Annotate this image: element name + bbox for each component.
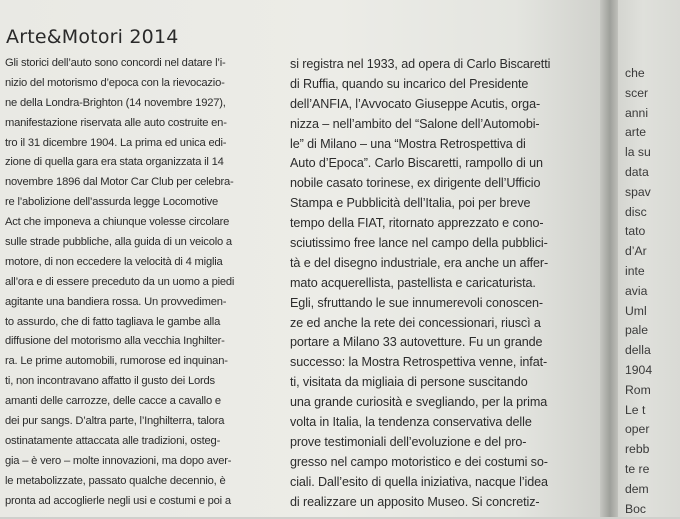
text-line: te re xyxy=(625,461,650,476)
text-line: successo: la Mostra Retrospettiva venne, infat- xyxy=(290,355,548,370)
text-line: ra. Le prime automobili, rumorose ed inquinan- xyxy=(5,355,228,368)
text-line: dei pur sangs. D’altra parte, l’Inghilterra, talora xyxy=(5,415,225,428)
text-line: anni xyxy=(625,105,649,120)
text-line: ne della Londra-Brighton (14 novembre 1927), xyxy=(5,96,226,109)
text-line: Gli storici dell’auto sono concordi nel datare l’i- xyxy=(5,57,226,69)
text-line: una grande curiosità e svegliando, per la prima xyxy=(290,395,548,410)
text-line: nizio del motorismo d’epoca con la rievocazio- xyxy=(5,76,225,89)
text-line: ti, non incontravano affatto il gusto dei Lords xyxy=(5,375,215,388)
text-line: spav xyxy=(625,184,651,199)
page-title: Arte&Motori 2014 xyxy=(6,26,179,48)
text-line: Auto d’Epoca”. Carlo Biscaretti, rampollo di un xyxy=(290,156,543,171)
text-line: Egli, sfruttando le sue innumerevoli conoscen- xyxy=(290,295,544,310)
text-line: dem xyxy=(625,481,649,496)
text-line: Le t xyxy=(625,402,646,417)
text-line: to assurdo, che di fatto tagliava le gambe alla xyxy=(5,315,221,328)
text-line: zione di quella gara era stata organizzata il 14 xyxy=(5,156,224,169)
text-line: nobile casato torinese, ex dirigente dell’Ufficio xyxy=(290,176,541,191)
text-line: ti, visitata da migliaia di persone suscitando xyxy=(290,375,528,390)
text-line: tà e del disegno industriale, era anche un affer- xyxy=(290,255,549,270)
text-line: tro il 31 dicembre 1904. La prima ed unica edi- xyxy=(5,136,227,149)
text-line: manifestazione riservata alle auto costruite en- xyxy=(5,116,227,129)
text-column-1 xyxy=(5,54,234,511)
text-line: le” di Milano – una “Mostra Retrospettiva di xyxy=(290,136,526,151)
text-line: Stampa e Pubblicità dell’Italia, poi per breve xyxy=(290,196,531,211)
text-line: mato acquerellista, pastellista e caricaturista. xyxy=(290,275,536,290)
text-line: d’Ar xyxy=(625,244,647,259)
text-line: le metabolizzate, passato qualche decennio, è xyxy=(5,474,226,487)
text-line: avia xyxy=(625,283,648,298)
text-line: novembre 1896 dal Motor Car Club per celebra- xyxy=(5,176,234,189)
text-line: tempo della FIAT, ritornato apprezzato e cono- xyxy=(290,216,544,231)
text-line: sciutissimo free lance nel campo della pubblici- xyxy=(290,236,548,251)
text-line: ze ed anche la rete dei concessionari, riuscì a xyxy=(290,315,541,330)
text-line: della xyxy=(625,343,651,358)
text-line: rebb xyxy=(625,442,650,457)
text-line: la su xyxy=(625,145,651,160)
text-line: di realizzare un apposito Museo. Si concretiz- xyxy=(290,494,540,509)
text-line: data xyxy=(625,164,649,179)
text-column-2 xyxy=(290,55,550,512)
text-line: prove testimoniali dell’evoluzione e del pro- xyxy=(290,434,527,449)
text-line: disc xyxy=(625,204,647,219)
text-line: 1904 xyxy=(625,362,653,377)
text-line: Act che imponeva a chiunque volesse circolare xyxy=(5,216,230,229)
text-line: gia – è vero – molte innovazioni, ma dopo aver- xyxy=(5,454,232,467)
text-line: portare a Milano 33 autovetture. Fu un grande xyxy=(290,335,543,350)
text-line: all’ora e di essere preceduto da un uomo a piedi xyxy=(5,275,235,288)
text-line: pronta ad accoglierle negli usi e costumi e poi a xyxy=(5,494,231,507)
text-line: scer xyxy=(625,85,649,100)
text-line: pale xyxy=(625,323,649,338)
text-line: oper xyxy=(625,422,650,437)
text-line: si registra nel 1933, ad opera di Carlo Biscaretti xyxy=(290,57,551,71)
text-line: re l’abolizione dell’assurda legge Locomotive xyxy=(5,196,219,209)
text-line: Rom xyxy=(625,382,651,397)
text-line: dell’ANFIA, l’Avvocato Giuseppe Acutis, orga- xyxy=(290,96,541,111)
text-line: arte xyxy=(625,125,647,140)
text-line: tato xyxy=(625,224,646,239)
text-line: diffusione del motorismo alla vecchia Inghilter- xyxy=(5,335,225,348)
text-column-right-page xyxy=(625,64,652,519)
text-line: ciali. Dall’esito di quella iniziativa, nacque l’idea xyxy=(290,474,548,489)
text-line: ostinatamente attaccata alle tradizioni, osteg- xyxy=(5,434,221,447)
text-line: di Ruffia, quando su incarico del Presidente xyxy=(290,76,529,91)
text-line: gresso nel campo motoristico e dei costumi so- xyxy=(290,454,548,469)
text-line: volta in Italia, la tendenza conservativa delle xyxy=(290,415,532,430)
text-line: nizza – nell’ambito del “Salone dell’Automobi- xyxy=(290,116,540,131)
text-line: Uml xyxy=(625,303,647,318)
text-line: inte xyxy=(625,263,645,278)
text-line: agitante una bandiera rossa. Un provvedimen- xyxy=(5,295,227,308)
text-line: che xyxy=(625,66,645,80)
text-line: Boc xyxy=(625,501,647,516)
text-line: amanti delle carrozze, delle cacce a cavallo e xyxy=(5,395,221,408)
text-line: motore, di non eccedere la velocità di 4 miglia xyxy=(5,255,223,268)
text-line: sulle strade pubbliche, alla guida di un veicolo a xyxy=(5,236,232,249)
